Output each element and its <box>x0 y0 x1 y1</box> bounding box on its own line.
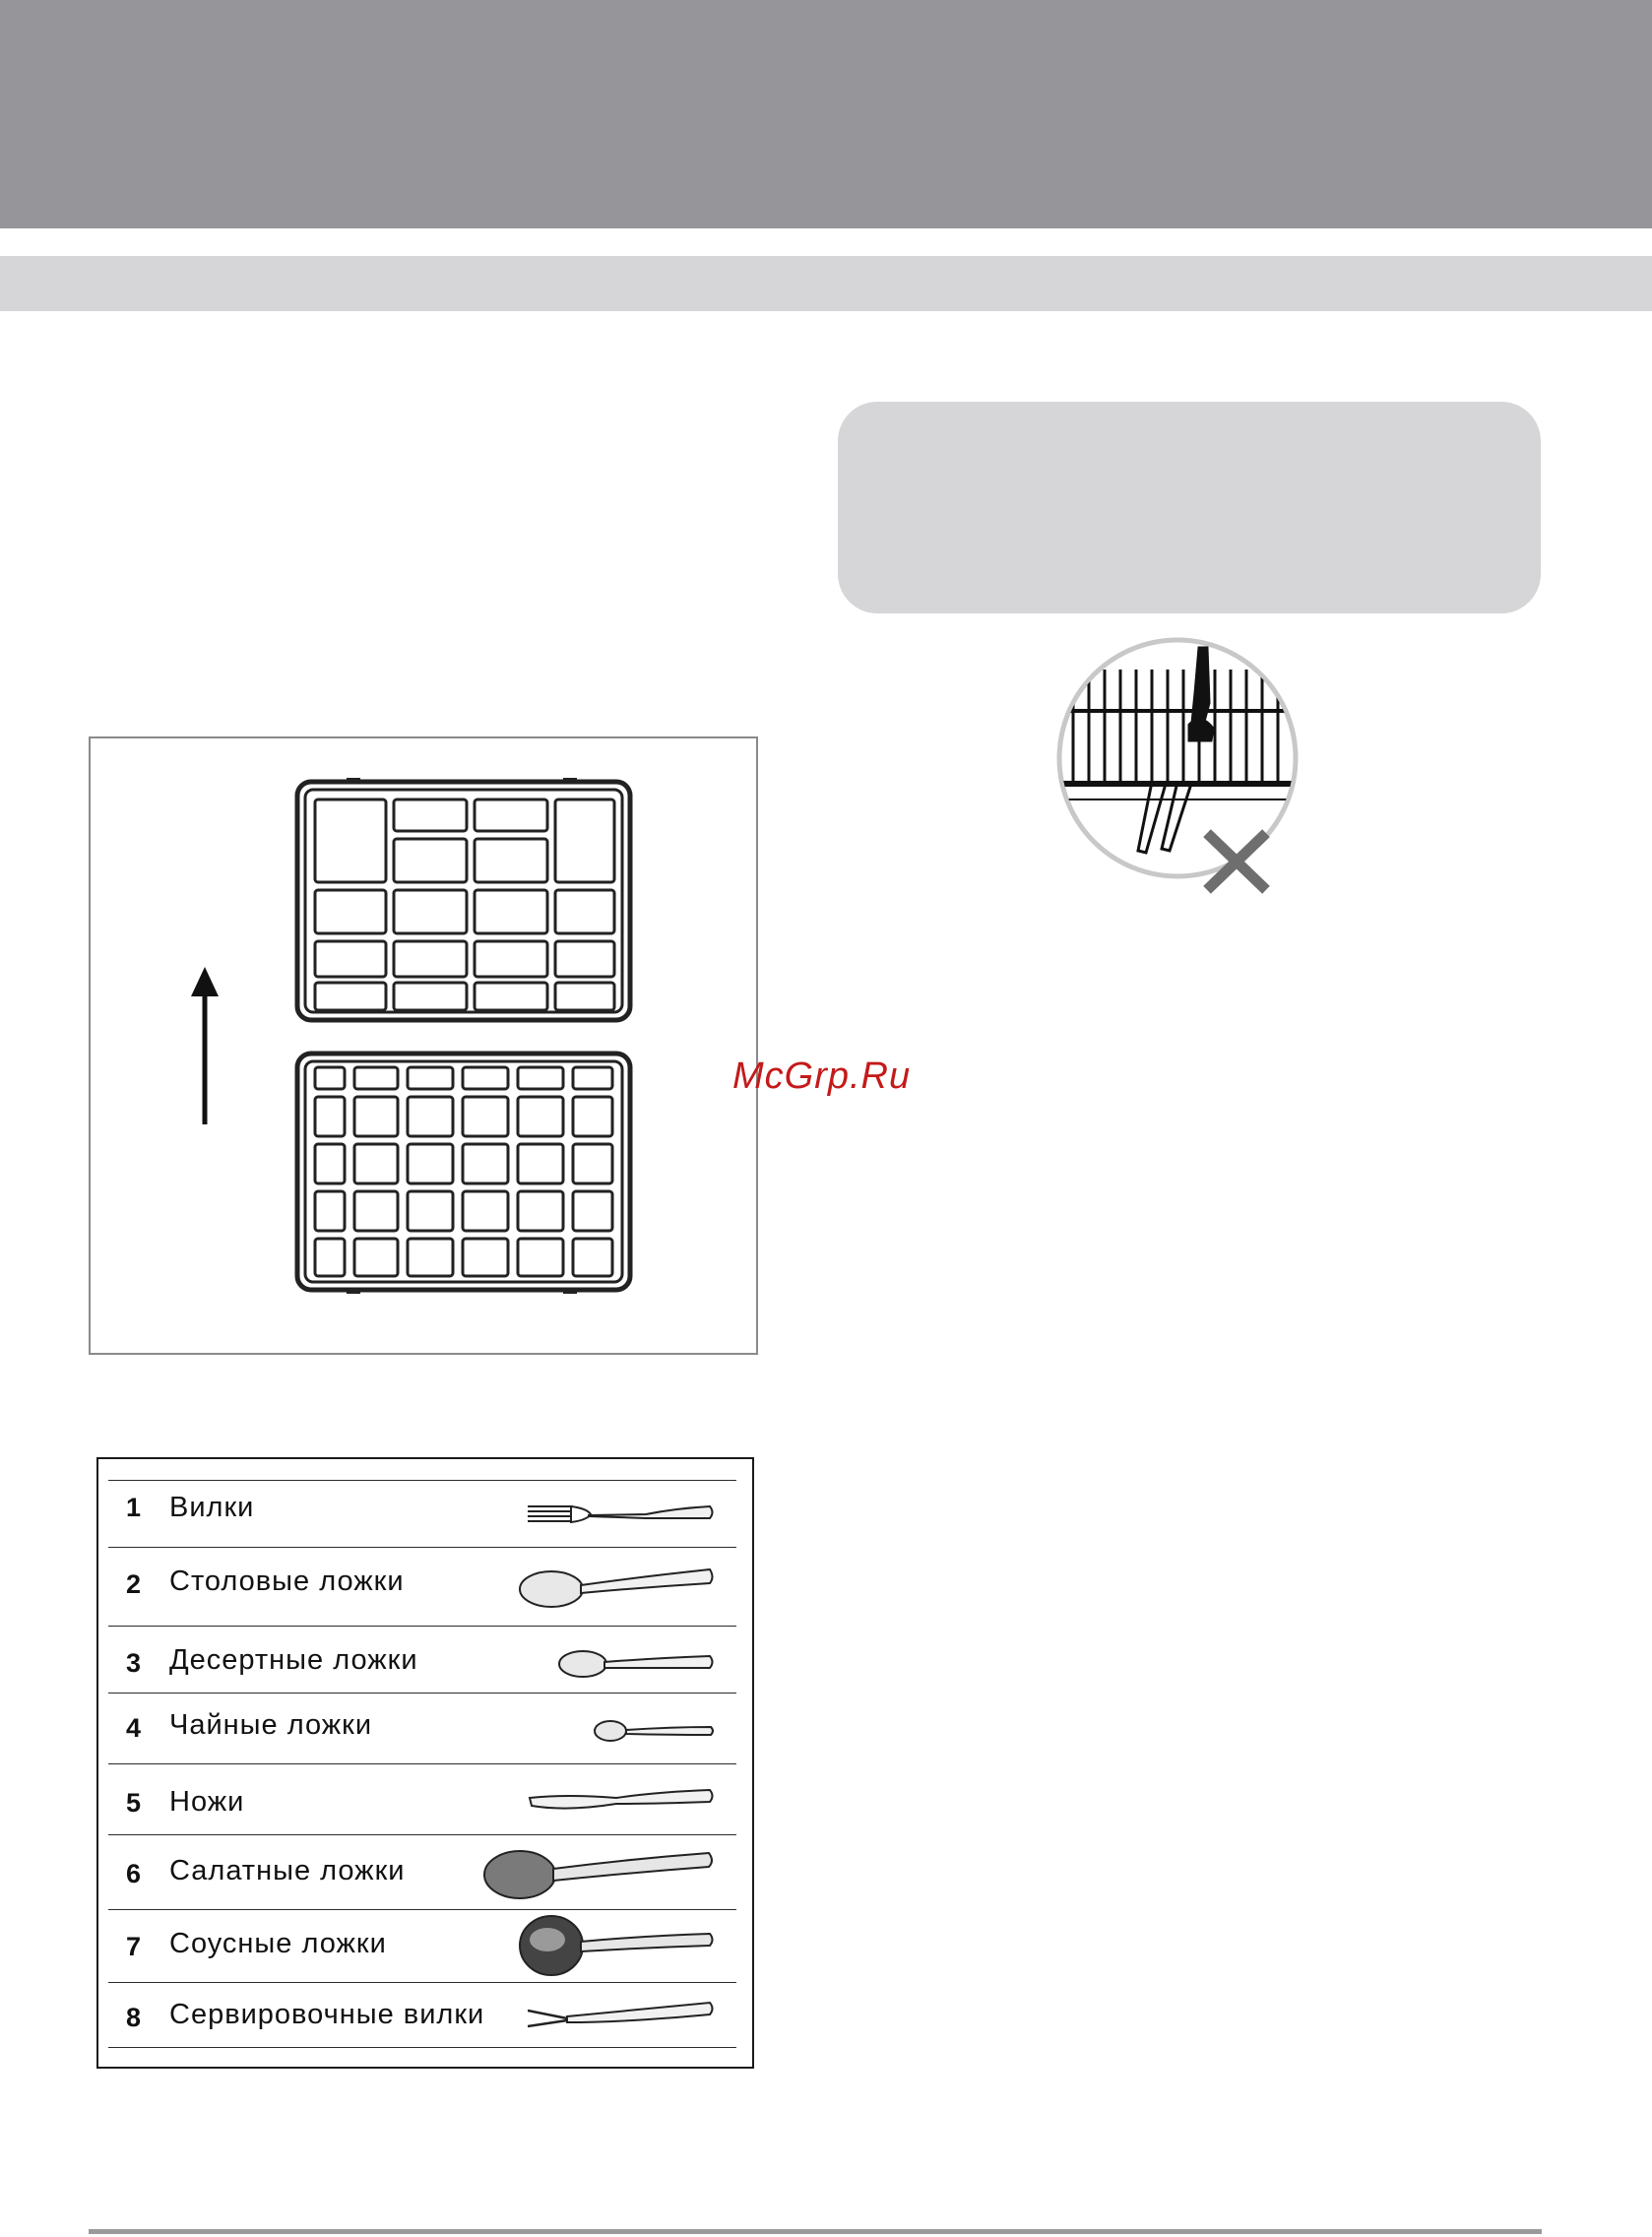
legend-number: 8 <box>126 2003 142 2032</box>
header-band <box>0 0 1652 228</box>
watermark: McGrp.Ru <box>732 1055 912 1097</box>
legend-row <box>108 1548 736 1627</box>
legend-row <box>108 1481 736 1548</box>
subheader-band <box>0 256 1652 311</box>
footer-rule <box>89 2229 1542 2234</box>
legend-row <box>108 1627 736 1694</box>
legend-label: Ножи <box>169 1786 245 1818</box>
serving-fork-icon <box>528 1997 715 2036</box>
cutlery-basket-illustration <box>89 736 758 1355</box>
legend-row <box>108 1835 736 1910</box>
incorrect-placement-illustration <box>1053 634 1319 900</box>
legend-label: Соусные ложки <box>169 1928 387 1959</box>
upper-basket <box>297 780 630 1020</box>
knife-icon <box>528 1782 715 1818</box>
cutlery-legend <box>96 1457 754 2069</box>
salad-spoon-icon <box>482 1843 715 1902</box>
legend-number: 6 <box>126 1859 142 1888</box>
legend-row <box>108 1983 736 2048</box>
basket-drawing <box>91 738 760 1357</box>
direction-arrow-icon <box>191 967 219 1124</box>
fork-icon <box>528 1495 715 1534</box>
legend-number: 5 <box>126 1788 142 1818</box>
dessert-spoon-icon <box>557 1642 715 1682</box>
legend-row <box>108 1764 736 1835</box>
legend-number: 3 <box>126 1648 142 1678</box>
legend-label: Салатные ложки <box>169 1855 406 1886</box>
sauce-ladle-icon <box>518 1914 715 1977</box>
teaspoon-icon <box>593 1713 715 1749</box>
legend-label: Столовые ложки <box>169 1566 405 1597</box>
legend-row <box>108 1694 736 1764</box>
legend-label: Чайные ложки <box>169 1709 373 1741</box>
tablespoon-icon <box>518 1560 715 1615</box>
lower-basket <box>297 1054 630 1292</box>
legend-label: Десертные ложки <box>169 1644 418 1676</box>
legend-number: 7 <box>126 1932 142 1961</box>
legend-label: Вилки <box>169 1492 255 1523</box>
legend-number: 2 <box>126 1569 142 1599</box>
legend-number: 4 <box>126 1713 142 1743</box>
note-box <box>838 402 1541 613</box>
legend-label: Сервировочные вилки <box>169 1999 485 2030</box>
legend-row <box>108 1910 736 1983</box>
legend-number: 1 <box>126 1493 142 1522</box>
